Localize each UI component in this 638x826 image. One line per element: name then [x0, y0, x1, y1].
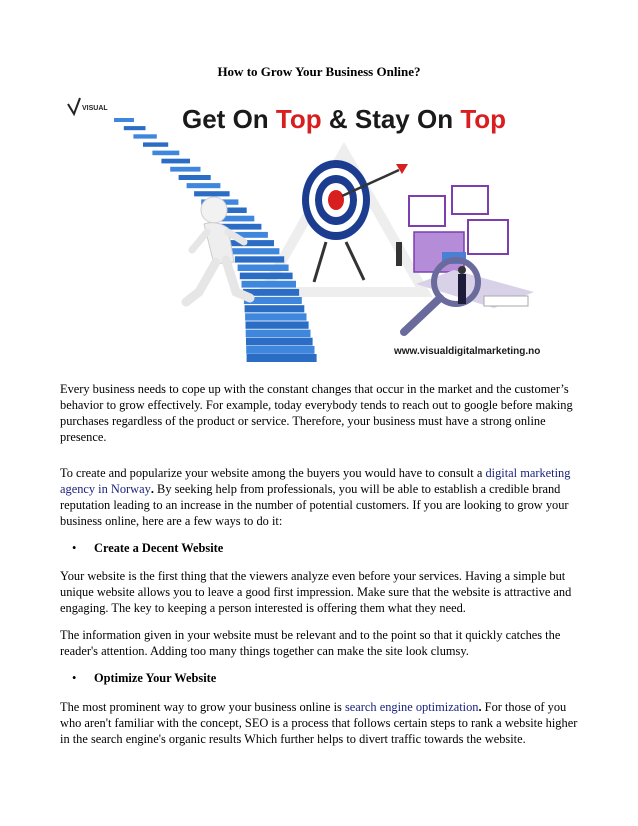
- stair-step: [246, 346, 314, 354]
- stair-step: [246, 338, 313, 346]
- paragraph-seo-before: The most prominent way to grow your business online is: [60, 700, 345, 714]
- stair-step: [152, 151, 179, 156]
- bullet-optimize-website: [72, 671, 216, 686]
- paragraph-seo-period: .: [478, 700, 482, 714]
- bullet-create-website-label: Create a Decent Website: [94, 541, 224, 555]
- stair-step: [238, 265, 289, 272]
- stair-step: [124, 126, 146, 130]
- stair-step: [114, 118, 134, 122]
- bullet-icon: •: [72, 541, 77, 555]
- paragraph-information-text: The information given in your website must be relevant and to the point so that it quickly catches the reader's attention. Adding too many things together can make the site look clumsy.: [60, 628, 561, 658]
- bullet-create-website: [72, 541, 223, 556]
- stair-step: [228, 240, 274, 246]
- paragraph-information: [60, 627, 580, 659]
- stair-step: [161, 159, 190, 164]
- headline-part1: Get On: [182, 104, 276, 134]
- banner-url: www.visualdigitalmarketing.no: [394, 346, 541, 357]
- stair-step: [245, 313, 306, 320]
- headline-top1: Top: [275, 104, 322, 134]
- paragraph-intro: [60, 381, 580, 445]
- stair-step: [247, 354, 317, 362]
- headline-part2: & Stay On: [321, 104, 461, 134]
- paragraph-seo-after: For those of you who aren't familiar with the concept, SEO is a process that follows certain steps to rank a website higher in the search engine's organic results Which further helps to divert traffic towards the website.: [60, 700, 578, 746]
- logo-brand-text: VISUAL: [82, 105, 108, 112]
- analytics-dashboard-icon: [396, 186, 534, 332]
- paragraph-intro-text: Every business needs to cope up with the constant changes that occur in the market and the customer’s behavior to grow effectively. For example, today everybody tends to reach out to google before making purchases regardless of the product or service. Therefore, your business must have a strong online presence.: [60, 382, 573, 444]
- paragraph-website: [60, 568, 580, 616]
- stair-step: [133, 134, 156, 138]
- stair-step: [194, 191, 230, 196]
- stair-step: [143, 142, 168, 146]
- paragraph-agency-period: .: [150, 482, 154, 496]
- stair-step: [245, 305, 305, 312]
- stair-step: [187, 183, 221, 188]
- digital-marketing-agency-link[interactable]: digital marketing agency in Norway: [60, 466, 571, 496]
- stair-step: [170, 167, 200, 172]
- stair-step: [246, 321, 309, 328]
- bullet-optimize-website-label: Optimize Your Website: [94, 671, 217, 685]
- stair-step: [235, 256, 284, 262]
- stair-step: [179, 175, 211, 180]
- banner-image: [64, 92, 574, 364]
- stair-step: [242, 281, 297, 288]
- paragraph-seo: [60, 699, 580, 747]
- paragraph-agency: [60, 465, 580, 529]
- paragraph-agency-after: By seeking help from professionals, you will be able to establish a credible brand reputation leading to an increase in the number of potential customers. If you are looking to grow your business online, here are a few ways to do it:: [60, 482, 569, 528]
- stair-step: [246, 330, 311, 338]
- page-title: How to Grow Your Business Online?: [217, 64, 421, 79]
- bullet-icon: •: [72, 671, 77, 685]
- stair-step: [240, 273, 293, 280]
- stair-step: [232, 248, 280, 254]
- banner-headline: [182, 104, 506, 134]
- paragraph-agency-before: To create and popularize your website among the buyers you would have to consult a: [60, 466, 486, 480]
- logo-icon: [68, 98, 108, 114]
- search-engine-optimization-link[interactable]: search engine optimization: [344, 700, 479, 714]
- target-icon: [302, 160, 370, 282]
- headline-top2: Top: [460, 104, 507, 134]
- paragraph-website-text: Your website is the first thing that the viewers analyze even before your services. Having a simple but unique website allows you to leave a good first impression. Make sure that the website is attractive and engaging. The key to keeping a person interested is offering them what they need.: [60, 569, 572, 615]
